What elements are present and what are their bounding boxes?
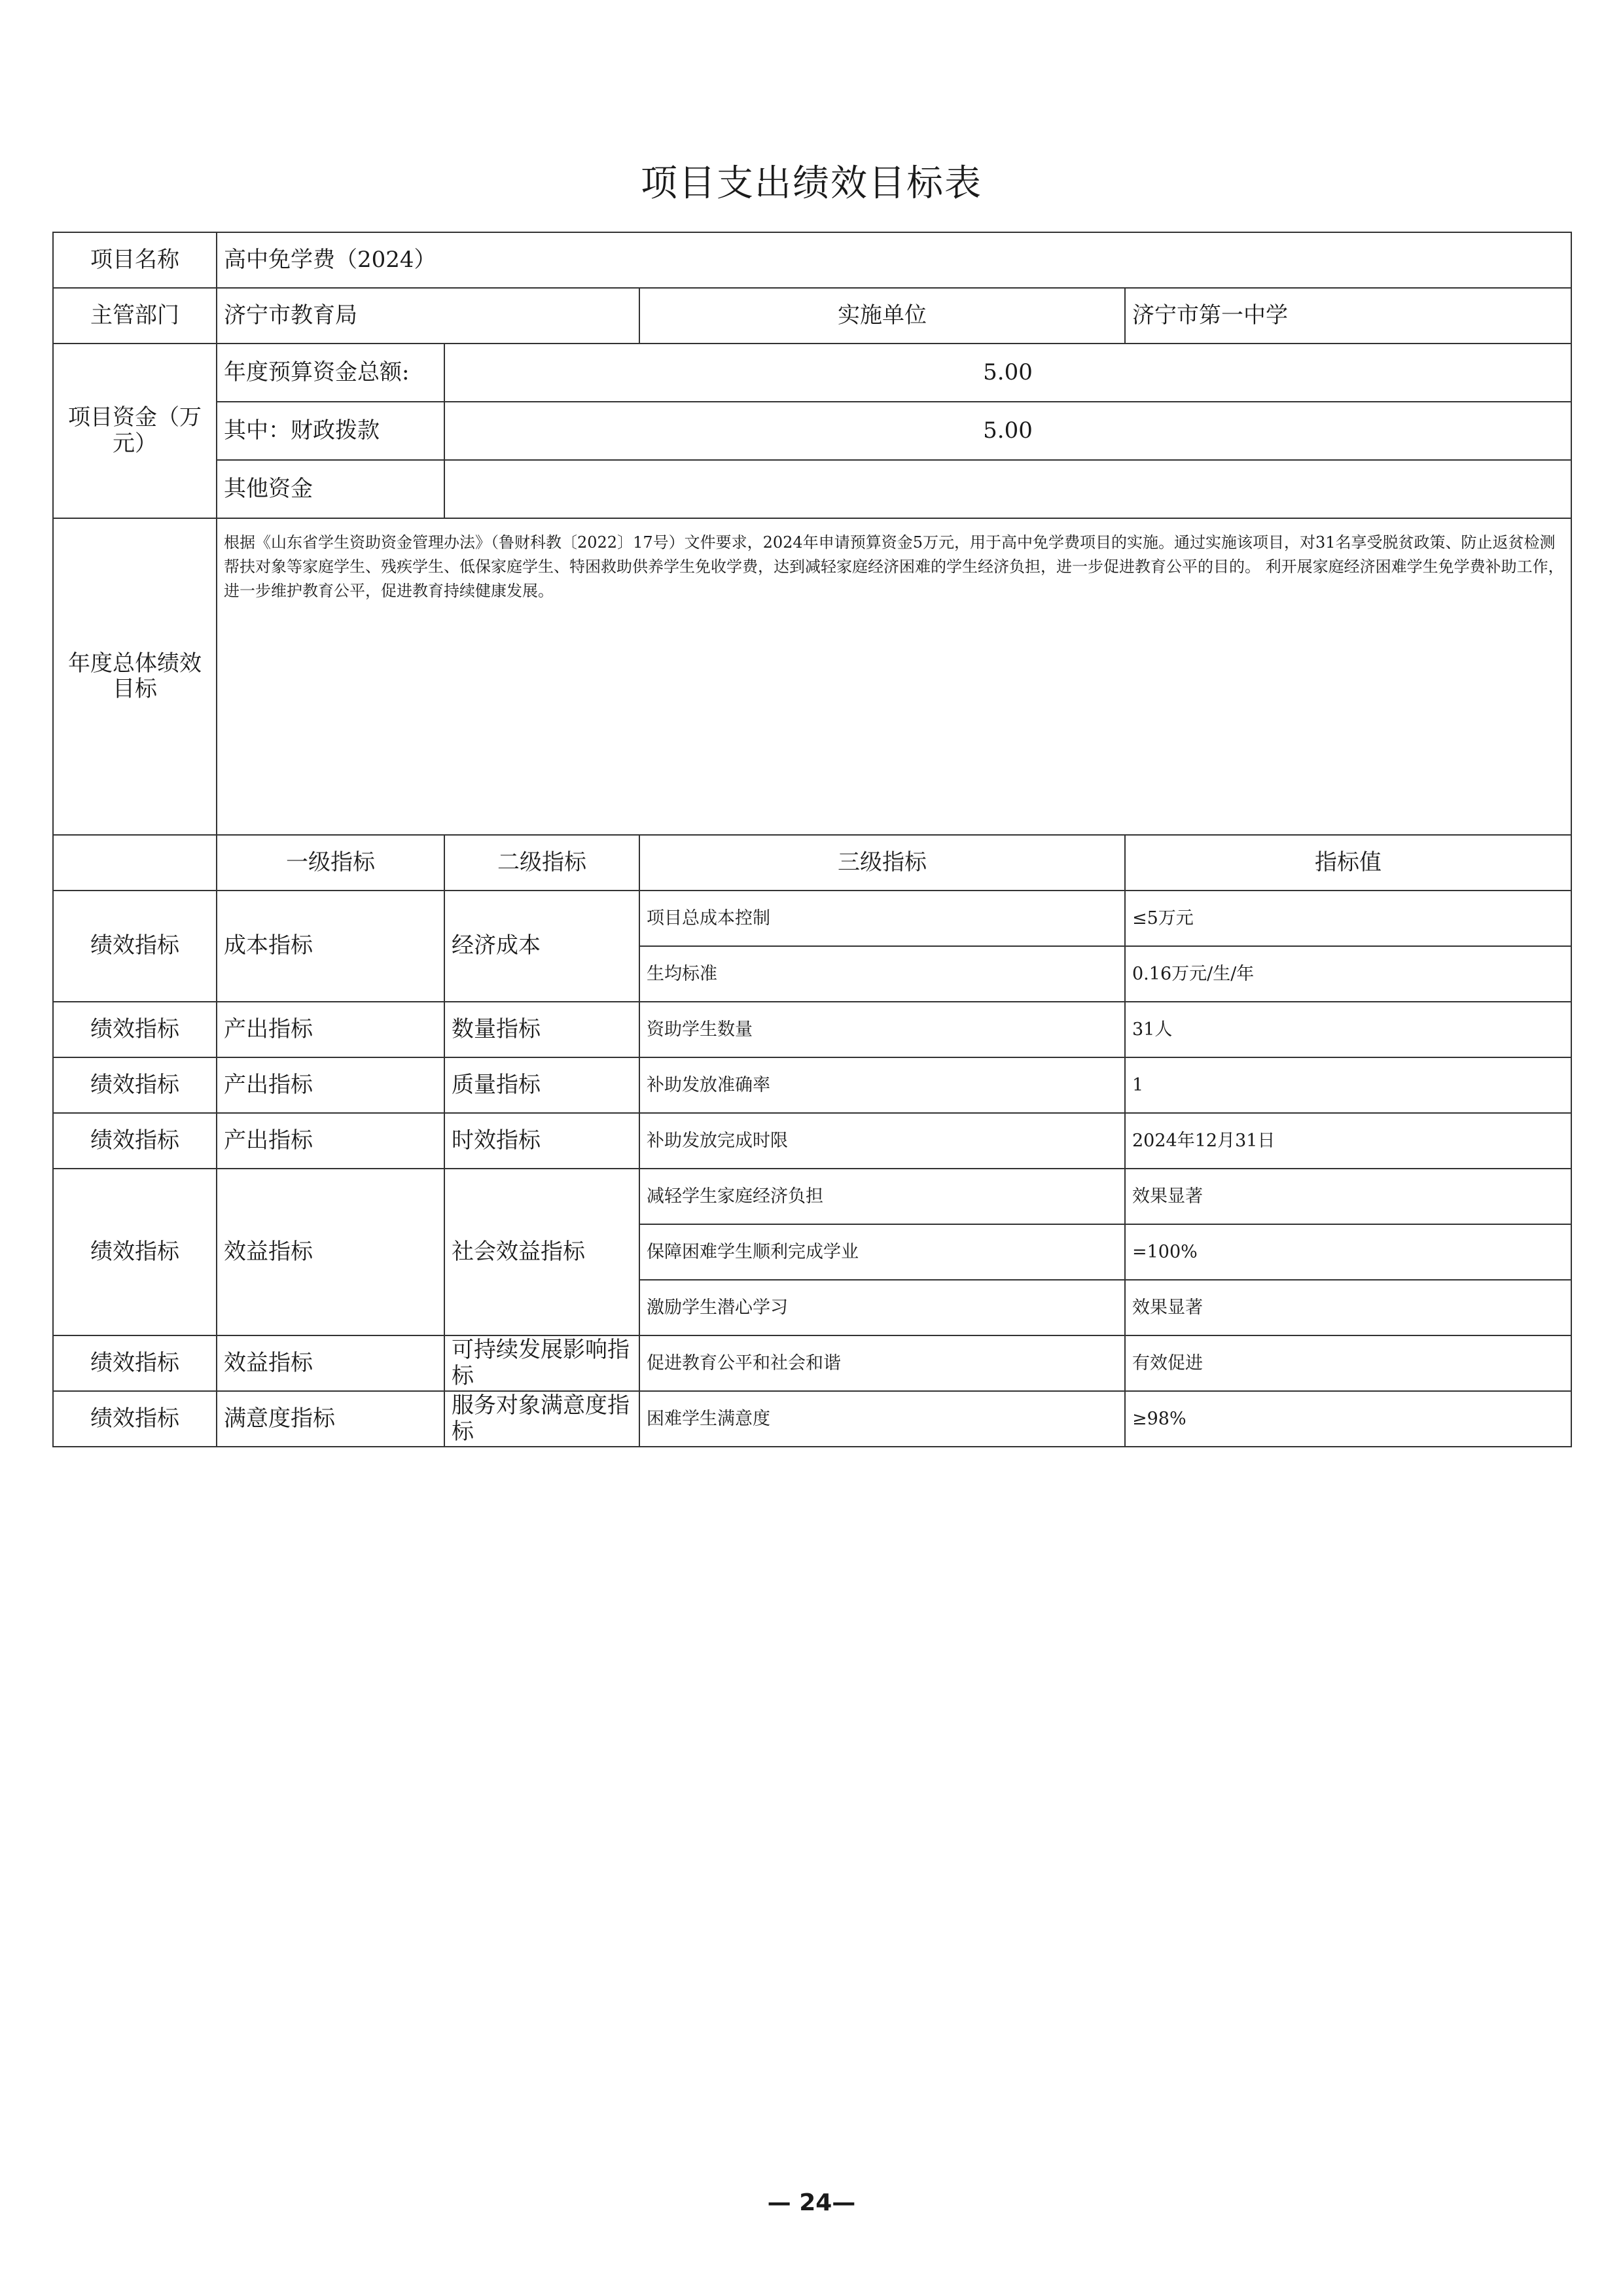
header-empty-cell (53, 835, 217, 891)
indicator-category: 绩效指标 (53, 1113, 217, 1169)
funds-total: 5.00 (444, 344, 1571, 402)
page-title: 项目支出绩效目标表 (641, 162, 982, 205)
page-number: — 24— (767, 2189, 856, 2216)
indicator-level3: 补助发放准确率 (639, 1057, 1125, 1113)
indicator-level2: 数量指标 (444, 1002, 639, 1057)
impl-label: 实施单位 (639, 288, 1125, 344)
goal-label: 年度总体绩效目标 (53, 518, 217, 835)
dept-label: 主管部门 (53, 288, 217, 344)
indicator-row (53, 1169, 1571, 1224)
indicator-level2: 社会效益指标 (444, 1169, 639, 1335)
project-name-label: 项目名称 (53, 232, 217, 288)
indicator-category: 绩效指标 (53, 1335, 217, 1391)
header-level1: 一级指标 (217, 835, 444, 891)
indicator-level1: 成本指标 (217, 891, 444, 1002)
header-level2: 二级指标 (444, 835, 639, 891)
indicator-row (53, 1113, 1571, 1169)
indicator-category: 绩效指标 (53, 1057, 217, 1113)
indicator-value: ≥98% (1125, 1391, 1571, 1447)
indicator-category: 绩效指标 (53, 1391, 217, 1447)
indicator-level3: 生均标准 (639, 946, 1125, 1002)
indicator-row (53, 891, 1571, 946)
funds-fiscal: 5.00 (444, 402, 1571, 460)
header-level3: 三级指标 (639, 835, 1125, 891)
indicator-level1: 产出指标 (217, 1002, 444, 1057)
impl-value: 济宁市第一中学 (1125, 288, 1571, 344)
indicator-level1: 产出指标 (217, 1113, 444, 1169)
indicator-level2: 可持续发展影响指标 (444, 1335, 639, 1391)
indicator-level3: 困难学生满意度 (639, 1391, 1125, 1447)
indicator-level1: 效益指标 (217, 1169, 444, 1335)
indicator-level1: 产出指标 (217, 1057, 444, 1113)
indicator-value: 有效促进 (1125, 1335, 1571, 1391)
indicator-level3: 补助发放完成时限 (639, 1113, 1125, 1169)
indicator-level3: 项目总成本控制 (639, 891, 1125, 946)
goal-text: 根据《山东省学生资助资金管理办法》（鲁财科教〔2022〕17号）文件要求，2024年申请预算资金5万元，用于高中免学费项目的实施。通过实施该项目，对31名享受脱贫政策、防止返贫检测帮扶对象等家庭学生、残疾学生、低保家庭学生、特困救助供养学生免收学费，达到减轻家庭经济困难的学生经济负担，进一步促进教育公平的目的。 利开展家庭经济困难学生免学费补助工作，进一步维护教育公平，促进教育持续健康发展。 (217, 518, 1571, 835)
funds-other (444, 460, 1571, 518)
indicator-row (53, 1335, 1571, 1391)
dept-value: 济宁市教育局 (217, 288, 639, 344)
indicator-level3: 促进教育公平和社会和谐 (639, 1335, 1125, 1391)
indicator-level1: 效益指标 (217, 1335, 444, 1391)
indicator-value: ≤5万元 (1125, 891, 1571, 946)
indicator-category: 绩效指标 (53, 891, 217, 1002)
indicator-category: 绩效指标 (53, 1169, 217, 1335)
funds-label: 项目资金（万元） (53, 344, 217, 518)
indicator-value: 0.16万元/生/年 (1125, 946, 1571, 1002)
indicator-row (53, 1057, 1571, 1113)
indicator-level2: 经济成本 (444, 891, 639, 1002)
indicator-value: 2024年12月31日 (1125, 1113, 1571, 1169)
indicator-level2: 时效指标 (444, 1113, 639, 1169)
indicator-row (53, 1002, 1571, 1057)
indicator-level3: 激励学生潜心学习 (639, 1280, 1125, 1335)
indicator-level1: 满意度指标 (217, 1391, 444, 1447)
indicator-value: =100% (1125, 1224, 1571, 1280)
indicator-level3: 保障困难学生顺利完成学业 (639, 1224, 1125, 1280)
indicator-category: 绩效指标 (53, 1002, 217, 1057)
funds-fiscal-label: 其中：财政拨款 (217, 402, 444, 460)
indicator-value: 31人 (1125, 1002, 1571, 1057)
performance-table (52, 232, 1572, 1447)
project-name: 高中免学费（2024） (217, 232, 1571, 288)
funds-total-label: 年度预算资金总额: (217, 344, 444, 402)
indicator-row (53, 1391, 1571, 1447)
header-value: 指标值 (1125, 835, 1571, 891)
indicator-level2: 服务对象满意度指标 (444, 1391, 639, 1447)
indicator-level3: 减轻学生家庭经济负担 (639, 1169, 1125, 1224)
funds-other-label: 其他资金 (217, 460, 444, 518)
indicator-value: 效果显著 (1125, 1169, 1571, 1224)
indicator-level2: 质量指标 (444, 1057, 639, 1113)
indicator-value: 效果显著 (1125, 1280, 1571, 1335)
indicator-value: 1 (1125, 1057, 1571, 1113)
indicator-level3: 资助学生数量 (639, 1002, 1125, 1057)
